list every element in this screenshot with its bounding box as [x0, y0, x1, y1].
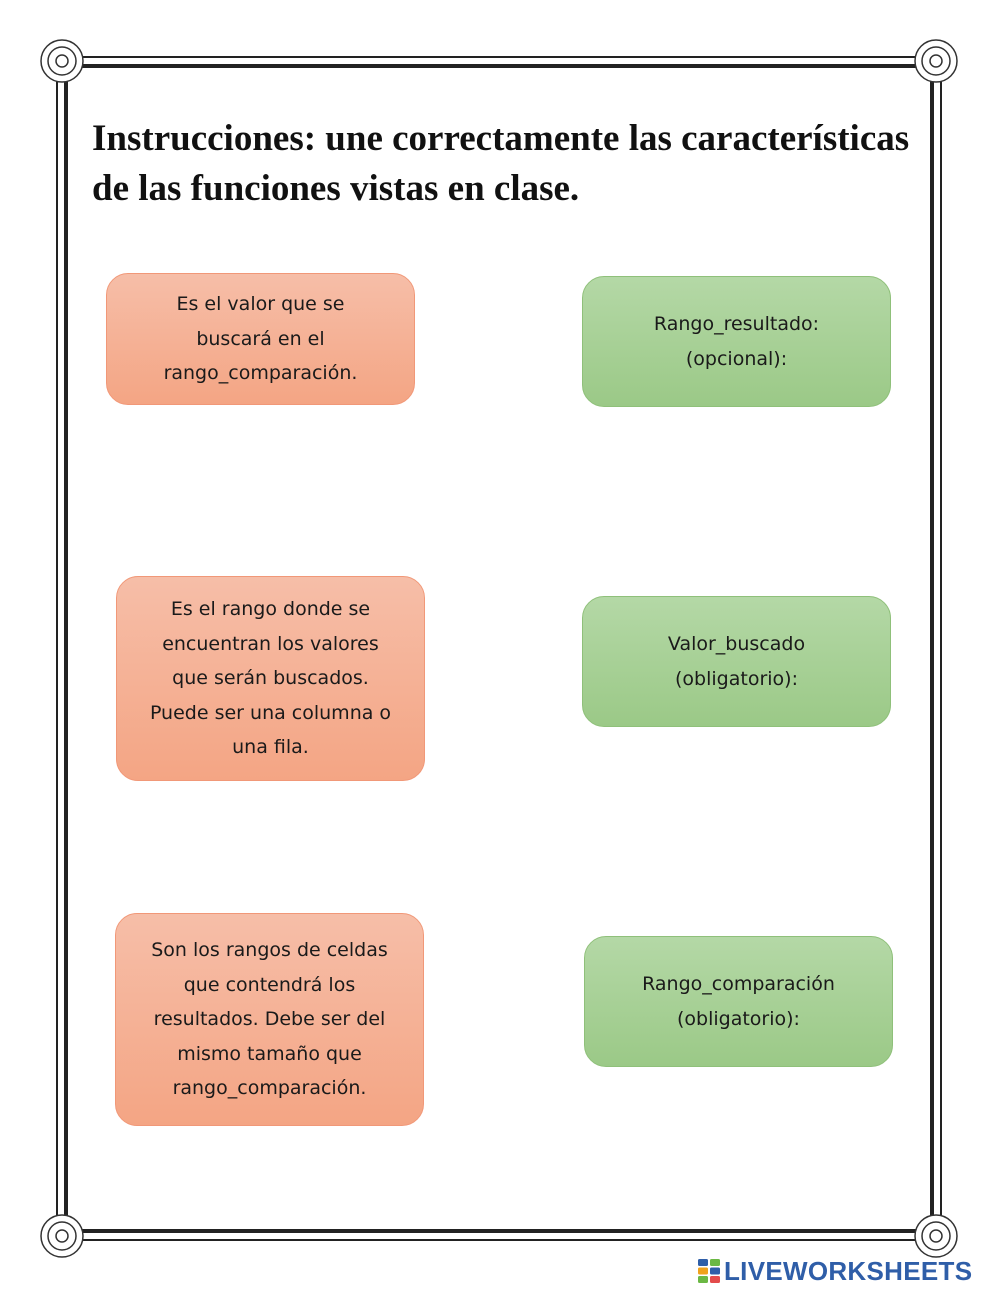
description-card-2[interactable]: Es el rango donde se encuentran los valores que serán buscados. Puede ser una columna o una fila.	[116, 576, 425, 781]
instructions-heading: Instrucciones: une correctamente las características de las funciones vistas en clase.	[92, 118, 910, 209]
description-card-3[interactable]: Son los rangos de celdas que contendrá los resultados. Debe ser del mismo tamaño que rango_comparación.	[115, 913, 424, 1126]
term-card-rango-comparacion[interactable]: Rango_comparación (obligatorio):	[584, 936, 893, 1067]
term-card-valor-buscado[interactable]: Valor_buscado (obligatorio):	[582, 596, 891, 727]
term-card-rango-resultado[interactable]: Rango_resultado: (opcional):	[582, 276, 891, 407]
corner-ornament-bottom-left	[41, 1215, 83, 1257]
corner-ornament-top-left	[41, 40, 83, 82]
liveworksheets-branding	[698, 1255, 972, 1287]
description-card-1[interactable]: Es el valor que se buscará en el rango_comparación.	[106, 273, 415, 405]
corner-ornament-bottom-right	[915, 1215, 957, 1257]
liveworksheets-wordmark: LIVEWORKSHEETS	[724, 1255, 973, 1286]
liveworksheets-logo-icon	[698, 1259, 720, 1283]
corner-ornament-top-right	[915, 40, 957, 82]
